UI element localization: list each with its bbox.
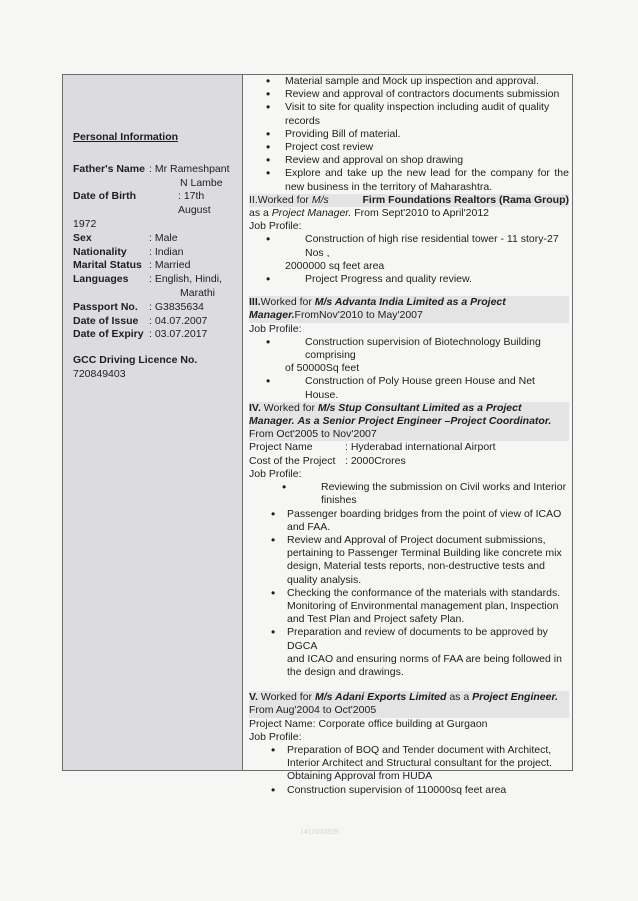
list-item: • Review and approval on shop drawing <box>249 154 569 167</box>
job4-cost-value: : 2000Crores <box>345 454 406 467</box>
job4-cost-row <box>249 455 569 468</box>
job4-project-name-row <box>249 441 569 454</box>
marital-label: Marital Status <box>73 259 142 272</box>
sex-row <box>73 232 238 246</box>
job4-period: From Oct'2005 to Nov'2007 <box>249 428 377 441</box>
personal-info-title: Personal Information <box>73 131 179 143</box>
list-item: • Construction of high rise residential tower - 11 story-27 Nos , <box>249 233 569 259</box>
marital-value: : Married <box>149 259 191 272</box>
job2-period: From Sept'2010 to April'2012 <box>351 207 490 220</box>
job2-company-name: Firm Foundations Realtors (Rama Group) <box>362 193 569 206</box>
marital-row <box>73 259 238 273</box>
job2-as: as a <box>249 207 272 220</box>
expiry-value: : 03.07.2017 <box>149 328 208 341</box>
job2-bullets <box>249 233 569 259</box>
passport-row <box>73 301 238 315</box>
issue-row <box>73 315 238 329</box>
sex-label: Sex <box>73 231 92 244</box>
list-item: • Project Progress and quality review. <box>249 273 569 286</box>
languages-row <box>73 273 238 287</box>
job3-period: FromNov'2010 to May'2007 <box>294 309 423 322</box>
job3-bullet1-cont: of 50000Sq feet <box>285 362 360 375</box>
job3-heading <box>249 296 569 322</box>
list-item: • Reviewing the submission on Civil works and Interior finishes <box>265 481 569 507</box>
job3-bullets <box>249 336 569 362</box>
passport-value: : G3835634 <box>149 300 204 313</box>
personal-info-column <box>63 75 243 770</box>
job3-profile-label: Job Profile: <box>249 322 302 335</box>
dob-row <box>73 190 238 218</box>
list-item: • Preparation of BOQ and Tender document with Architect, Interior Architect and Structural consultant for the project. Obtaining Approval from HUDA <box>249 744 569 784</box>
job5-profile-label: Job Profile: <box>249 730 302 743</box>
dob-label: Date of Birth <box>73 190 136 203</box>
sex-value: : Male <box>149 231 178 244</box>
nationality-row <box>73 246 238 260</box>
job4-profile-label: Job Profile: <box>249 467 302 480</box>
job3-prefix: III. <box>249 296 261 309</box>
job2-role: Project Manager. <box>271 207 352 220</box>
job2-heading <box>249 194 569 207</box>
job4-project-name-label: Project Name <box>249 441 313 454</box>
expiry-label: Date of Expiry <box>73 328 144 341</box>
job4-bullets-b <box>249 508 569 600</box>
list-item: • Review and approval of contractors documents submission <box>249 88 569 101</box>
job3-worked: Worked for <box>260 296 315 309</box>
list-item: • Review and Approval of Project document submissions, pertaining to Passenger Terminal Building like concrete mix design, Material tests reports, non-destructive tests and quality analysis. <box>249 534 569 587</box>
list-item: • Material sample and Mock up inspection and approval. <box>249 75 569 88</box>
job3-company: M/s Advanta India Limited as a Project Manager. <box>249 296 506 322</box>
list-item: • Construction of Poly House green House and Net House. <box>249 375 569 401</box>
father-value: : Mr Rameshpant <box>149 162 230 175</box>
father-name-row <box>73 163 238 177</box>
footer-mark: 1412034925 <box>300 829 339 836</box>
nationality-label: Nationality <box>73 245 127 258</box>
job5-prefix: V. <box>249 691 261 704</box>
job5-worked: Worked for <box>260 691 315 704</box>
job2-prefix: II.Worked for <box>249 193 312 206</box>
experience-column <box>243 75 572 796</box>
job5-heading <box>249 691 569 717</box>
job4-worked: Worked for <box>263 401 318 414</box>
father-value-cont: N Lambe <box>180 176 223 189</box>
job4-role: As a Senior Project Engineer –Project Coordinator. <box>297 415 552 428</box>
job2-company: M/s <box>311 193 329 206</box>
issue-label: Date of Issue <box>73 314 139 327</box>
job4-project-name-value: : Hyderabad international Airport <box>345 441 496 454</box>
job2-bullet1-cont: 2000000 sq feet area <box>285 259 385 272</box>
job2-profile-label: Job Profile: <box>249 220 302 233</box>
languages-label: Languages <box>73 273 129 286</box>
list-item: • Construction supervision of Biotechnology Building comprising <box>249 336 569 362</box>
job4-prefix: IV. <box>249 401 264 414</box>
dob-value: : 17th August <box>178 190 211 217</box>
job4-company: M/s Stup Consultant Limited as a Project Manager. <box>249 401 522 428</box>
expiry-row <box>73 328 238 342</box>
list-item: • Checking the conformance of the materials with standards. <box>249 587 569 600</box>
job4-icao-line: and ICAO and ensuring norms of FAA are being followed in the design and drawings. <box>287 652 562 678</box>
dob-year: 1972 <box>73 217 97 230</box>
gcc-value: 720849403 <box>73 367 126 380</box>
list-item: • Construction supervision of 110000sq feet area <box>249 784 569 797</box>
list-item: • Passenger boarding bridges from the point of view of ICAO and FAA. <box>249 508 569 534</box>
list-item: • Project cost review <box>249 141 569 154</box>
passport-label: Passport No. <box>73 300 138 313</box>
list-item: • Providing Bill of material. <box>249 128 569 141</box>
list-item: • Preparation and review of documents to be approved by DGCA <box>249 626 569 652</box>
job2-role-line <box>249 207 569 220</box>
job4-bullets <box>249 481 569 507</box>
job4-heading <box>249 402 569 442</box>
job5-period: From Aug'2004 to Oct'2005 <box>249 704 377 717</box>
job4-monitoring: Monitoring of Environmental management plan, Inspection and Test Plan and Project safety Plan. <box>287 599 559 626</box>
job5-project-name: Project Name: Corporate office building at Gurgaon <box>249 717 488 730</box>
gcc-label: GCC Driving Licence No. <box>73 354 198 367</box>
list-item: • Visit to site for quality inspection including audit of quality records <box>249 101 569 127</box>
job3-bullets-2 <box>249 375 569 401</box>
languages-value-cont: Marathi <box>180 286 216 299</box>
job5-role: Project Engineer. <box>472 691 558 704</box>
nationality-value: : Indian <box>149 245 184 258</box>
languages-value: : English, Hindi, <box>149 273 222 286</box>
job4-bullets-c <box>249 626 569 652</box>
job5-bullets <box>249 744 569 797</box>
father-label: Father's Name <box>73 162 145 175</box>
job2-bullets-2 <box>249 273 569 286</box>
list-item: • Explore and take up the new lead for the company for the new business in the territory of Maharashtra. <box>249 167 569 193</box>
resume-table <box>62 74 573 796</box>
intro-bullet-list <box>249 75 569 194</box>
job4-cost-label: Cost of the Project <box>249 454 336 467</box>
issue-value: : 04.07.2007 <box>149 314 208 327</box>
job5-company: M/s Adani Exports Limited <box>314 691 447 704</box>
job5-as: as a <box>446 691 473 704</box>
